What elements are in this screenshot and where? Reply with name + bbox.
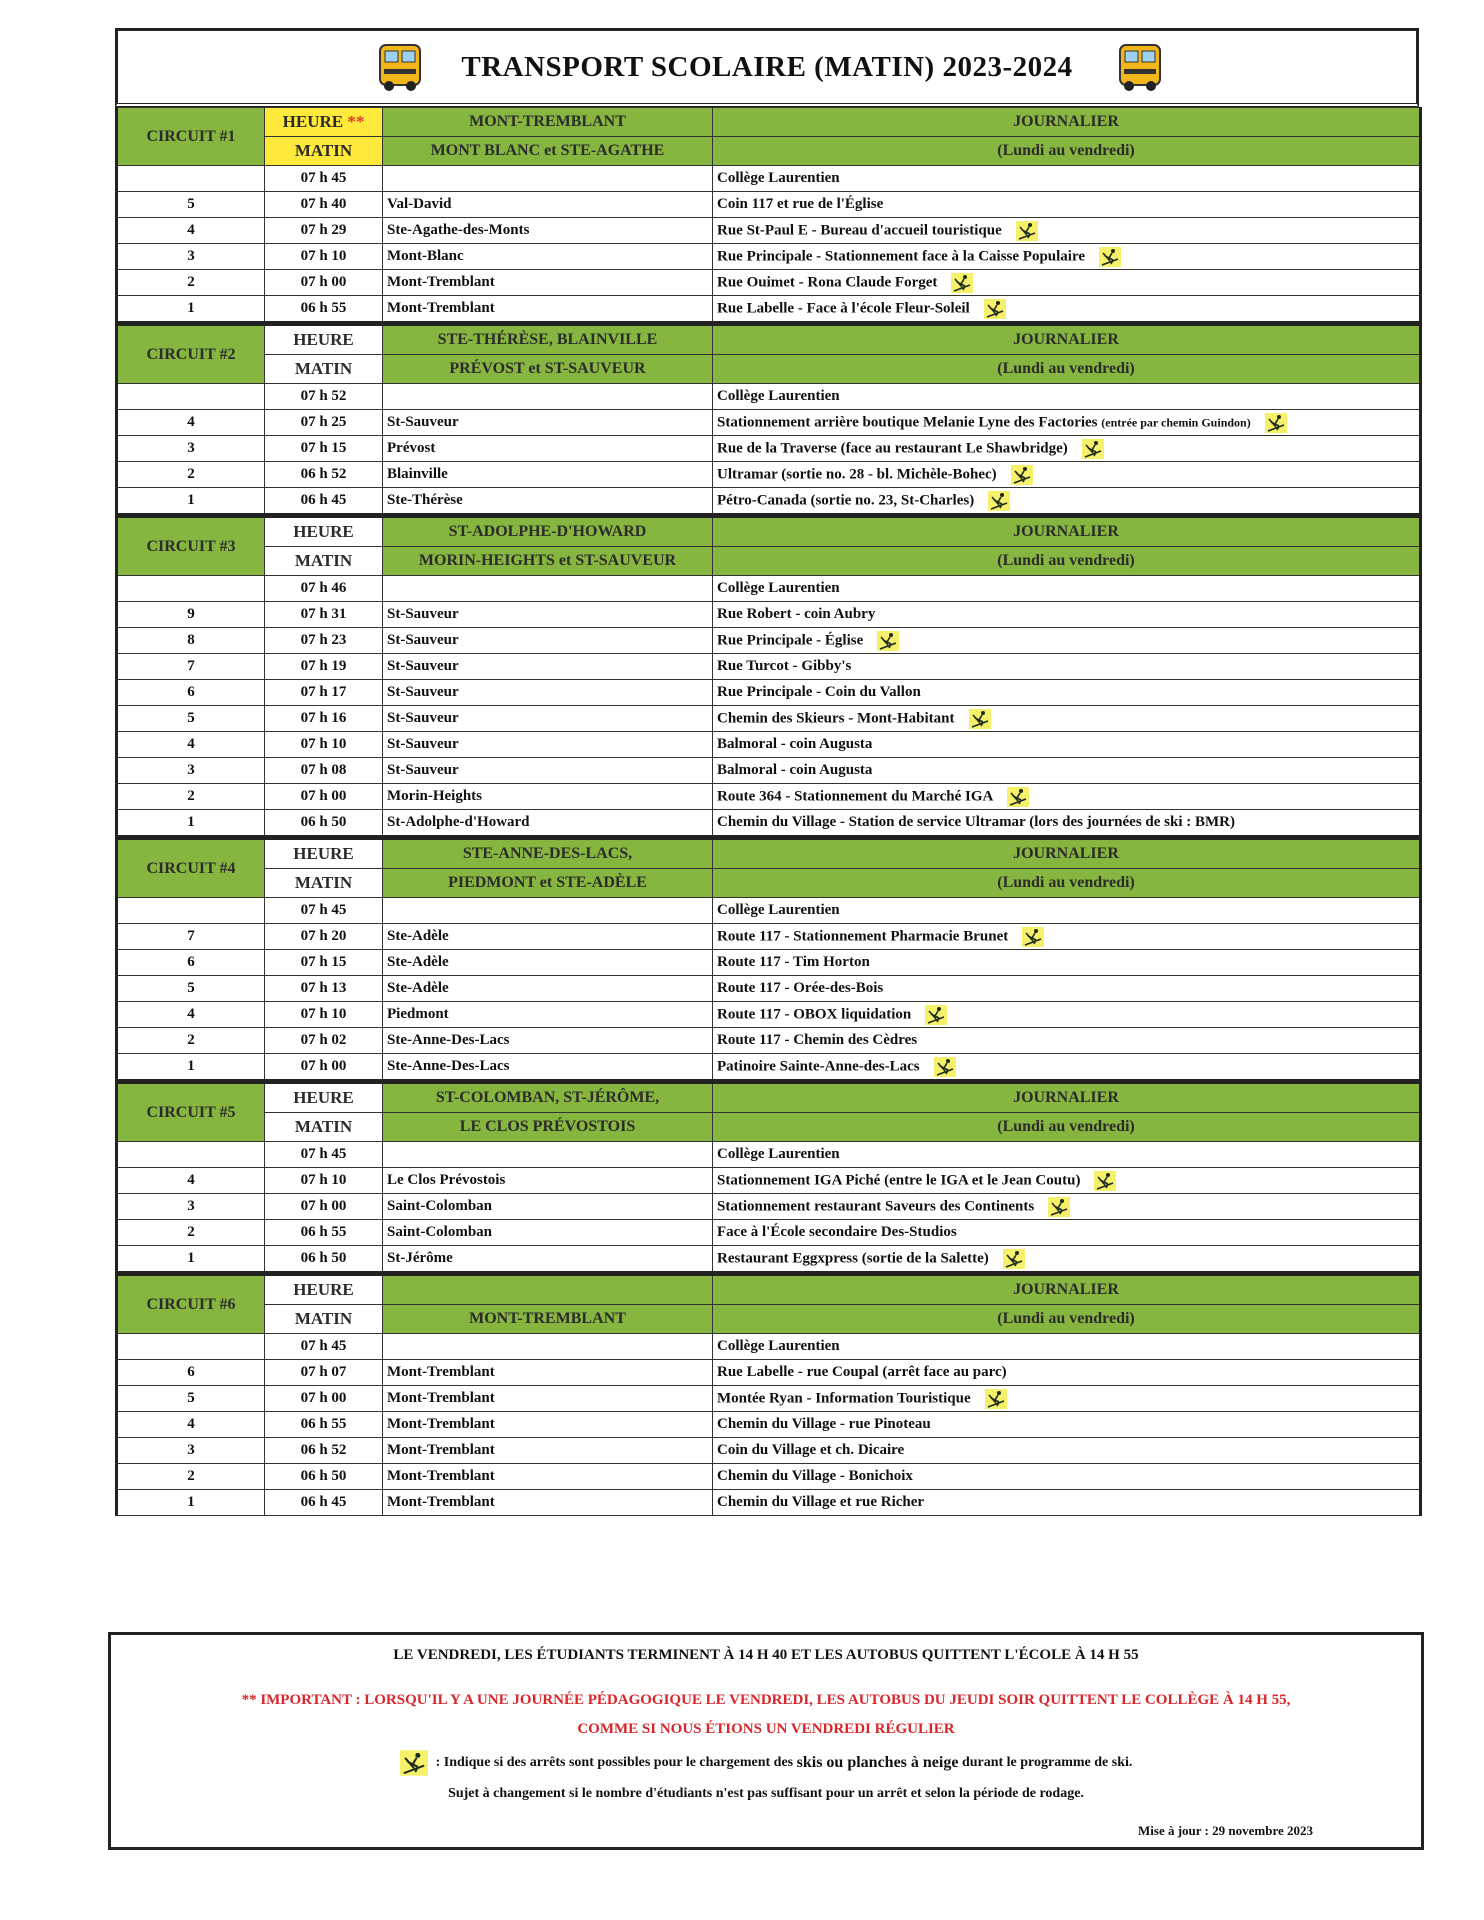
stop-location: Balmoral - coin Augusta [713, 758, 1421, 784]
stop-location: Rue Ouimet - Rona Claude Forget [713, 270, 1421, 296]
skier-icon [1016, 221, 1038, 241]
schedule-page [115, 28, 1419, 1516]
stop-number: 2 [117, 1028, 265, 1054]
stop-location: Route 117 - Orée-des-Bois [713, 976, 1421, 1002]
table-row [117, 784, 1421, 810]
table-row [117, 654, 1421, 680]
journalier-label: JOURNALIER [713, 1082, 1421, 1113]
table-row [117, 244, 1421, 270]
stop-location: Route 117 - Chemin des Cèdres [713, 1028, 1421, 1054]
stop-time: 07 h 40 [265, 192, 383, 218]
stop-location: Ultramar (sortie no. 28 - bl. Michèle-Bohec) [713, 462, 1421, 488]
circuit-name: CIRCUIT #3 [117, 516, 265, 576]
journalier-label: JOURNALIER [713, 838, 1421, 869]
college-row [117, 1334, 1421, 1360]
stop-town: Mont-Tremblant [383, 1490, 713, 1516]
stop-location: Rue de la Traverse (face au restaurant Le Shawbridge) [713, 436, 1421, 462]
stop-time: 07 h 25 [265, 410, 383, 436]
stop-town: Mont-Tremblant [383, 1412, 713, 1438]
skier-icon [988, 491, 1010, 511]
important-note [111, 1686, 1421, 1744]
route-line-2: MONT BLANC et STE-AGATHE [383, 137, 713, 166]
days-label: (Lundi au vendredi) [713, 355, 1421, 384]
stop-town: St-Sauveur [383, 602, 713, 628]
table-row [117, 628, 1421, 654]
stop-number: 5 [117, 192, 265, 218]
skier-icon [925, 1005, 947, 1025]
table-row [117, 1490, 1421, 1516]
college-name: Collège Laurentien [713, 898, 1421, 924]
skier-icon [1007, 787, 1029, 807]
circuit-header-row [117, 547, 1421, 576]
stop-town: Ste-Anne-Des-Lacs [383, 1054, 713, 1082]
stop-time: 07 h 10 [265, 1002, 383, 1028]
stop-location: Rue Principale - Stationnement face à la Caisse Populaire [713, 244, 1421, 270]
stop-time: 07 h 10 [265, 732, 383, 758]
arrival-time: 07 h 45 [265, 1142, 383, 1168]
stop-number: 4 [117, 1168, 265, 1194]
stop-note: (entrée par chemin Guindon) [1101, 414, 1251, 429]
circuit-name: CIRCUIT #1 [117, 108, 265, 166]
stop-town: Val-David [383, 192, 713, 218]
stop-town: Mont-Tremblant [383, 1464, 713, 1490]
stop-time: 07 h 08 [265, 758, 383, 784]
stop-location: Chemin du Village - Bonichoix [713, 1464, 1421, 1490]
stop-town: Ste-Adèle [383, 924, 713, 950]
route-line-1: ST-ADOLPHE-D'HOWARD [383, 516, 713, 547]
stop-town: Le Clos Prévostois [383, 1168, 713, 1194]
legend-text-a: : Indique si des arrêts sont possibles pour le chargement des [435, 1755, 794, 1770]
circuit-header-row [117, 1113, 1421, 1142]
heure-label: HEURE ** [265, 108, 383, 137]
stop-time: 07 h 00 [265, 1194, 383, 1220]
stop-number: 3 [117, 244, 265, 270]
stop-number: 7 [117, 924, 265, 950]
circuit-header-row [117, 324, 1421, 355]
table-row [117, 1246, 1421, 1274]
stop-time: 07 h 19 [265, 654, 383, 680]
skier-icon [400, 1750, 428, 1776]
matin-label: MATIN [265, 137, 383, 166]
skier-icon [877, 631, 899, 651]
matin-label: MATIN [265, 1305, 383, 1334]
route-line-1: MONT-TREMBLANT [383, 108, 713, 137]
stop-number: 6 [117, 950, 265, 976]
matin-label: MATIN [265, 1113, 383, 1142]
table-row [117, 732, 1421, 758]
skier-icon [1011, 465, 1033, 485]
circuit-name: CIRCUIT #6 [117, 1274, 265, 1334]
table-row [117, 296, 1421, 324]
table-row [117, 1464, 1421, 1490]
stop-location: Chemin des Skieurs - Mont-Habitant [713, 706, 1421, 732]
college-name: Collège Laurentien [713, 1142, 1421, 1168]
route-line-1: ST-COLOMBAN, ST-JÉRÔME, [383, 1082, 713, 1113]
circuit-name: CIRCUIT #4 [117, 838, 265, 898]
circuit-header-row [117, 869, 1421, 898]
stop-location: Rue Labelle - Face à l'école Fleur-Soleil [713, 296, 1421, 324]
route-line-2: MORIN-HEIGHTS et ST-SAUVEUR [383, 547, 713, 576]
stop-location: Balmoral - coin Augusta [713, 732, 1421, 758]
table-row [117, 1194, 1421, 1220]
stop-number: 6 [117, 680, 265, 706]
college-name: Collège Laurentien [713, 576, 1421, 602]
stop-town: Morin-Heights [383, 784, 713, 810]
arrival-time: 07 h 52 [265, 384, 383, 410]
circuit-header-row [117, 516, 1421, 547]
table-row [117, 976, 1421, 1002]
stop-time: 06 h 45 [265, 1490, 383, 1516]
stop-number: 4 [117, 410, 265, 436]
stop-town: Ste-Adèle [383, 976, 713, 1002]
stop-number: 5 [117, 706, 265, 732]
stop-location: Stationnement arrière boutique Melanie Lyne des Factories (entrée par chemin Guindon) [713, 410, 1421, 436]
stop-location: Pétro-Canada (sortie no. 23, St-Charles) [713, 488, 1421, 516]
table-row [117, 270, 1421, 296]
stop-location: Montée Ryan - Information Touristique [713, 1386, 1421, 1412]
stop-town: Saint-Colomban [383, 1194, 713, 1220]
heure-label: HEURE [265, 838, 383, 869]
stop-time: 07 h 00 [265, 1386, 383, 1412]
stop-location: Rue Labelle - rue Coupal (arrêt face au parc) [713, 1360, 1421, 1386]
stop-town: Ste-Adèle [383, 950, 713, 976]
stop-town: St-Adolphe-d'Howard [383, 810, 713, 838]
stop-location: Stationnement restaurant Saveurs des Continents [713, 1194, 1421, 1220]
table-row [117, 950, 1421, 976]
table-row [117, 758, 1421, 784]
stop-number: 7 [117, 654, 265, 680]
stop-location: Coin du Village et ch. Dicaire [713, 1438, 1421, 1464]
stop-number: 1 [117, 1054, 265, 1082]
journalier-label: JOURNALIER [713, 324, 1421, 355]
stop-location: Chemin du Village - Station de service Ultramar (lors des journées de ski : BMR) [713, 810, 1421, 838]
ski-legend [111, 1750, 1421, 1776]
stop-location: Rue Turcot - Gibby's [713, 654, 1421, 680]
skier-icon [969, 709, 991, 729]
stop-time: 07 h 13 [265, 976, 383, 1002]
circuit-header-row [117, 1082, 1421, 1113]
college-name: Collège Laurentien [713, 384, 1421, 410]
stop-location: Chemin du Village - rue Pinoteau [713, 1412, 1421, 1438]
stop-town: St-Sauveur [383, 758, 713, 784]
stop-time: 06 h 52 [265, 462, 383, 488]
stop-location: Route 117 - OBOX liquidation [713, 1002, 1421, 1028]
journalier-label: JOURNALIER [713, 1274, 1421, 1305]
stop-location: Coin 117 et rue de l'Église [713, 192, 1421, 218]
stop-number: 1 [117, 810, 265, 838]
table-row [117, 706, 1421, 732]
stop-location: Patinoire Sainte-Anne-des-Lacs [713, 1054, 1421, 1082]
stop-town: Mont-Tremblant [383, 1386, 713, 1412]
stop-time: 07 h 15 [265, 950, 383, 976]
route-line-1: STE-THÉRÈSE, BLAINVILLE [383, 324, 713, 355]
stop-number: 5 [117, 976, 265, 1002]
route-line-2: PRÉVOST et ST-SAUVEUR [383, 355, 713, 384]
arrival-time: 07 h 45 [265, 898, 383, 924]
matin-label: MATIN [265, 547, 383, 576]
route-line-2: MONT-TREMBLANT [383, 1305, 713, 1334]
circuit-header-row [117, 137, 1421, 166]
days-label: (Lundi au vendredi) [713, 869, 1421, 898]
stop-number: 2 [117, 1220, 265, 1246]
skier-icon [1003, 1249, 1025, 1269]
stop-number: 5 [117, 1386, 265, 1412]
college-row [117, 898, 1421, 924]
table-row [117, 1438, 1421, 1464]
stop-number: 2 [117, 784, 265, 810]
heure-label: HEURE [265, 1274, 383, 1305]
legend-text-b: skis ou planches à neige [796, 1754, 959, 1771]
stop-town: St-Sauveur [383, 654, 713, 680]
school-bus-icon [376, 39, 424, 95]
important-line-1: ** IMPORTANT : LORSQU'IL Y A UNE JOURNÉE PÉDAGOGIQUE LE VENDREDI, LES AUTOBUS DU JEUDI SOIR QUITTENT LE COLLÈGE À 14 H 55, [241, 1692, 1291, 1708]
heure-label: HEURE [265, 1082, 383, 1113]
stop-town: St-Sauveur [383, 680, 713, 706]
stop-town: St-Sauveur [383, 410, 713, 436]
stop-time: 07 h 23 [265, 628, 383, 654]
legend-text-c: durant le programme de ski. [961, 1755, 1133, 1770]
stop-number: 3 [117, 1438, 265, 1464]
stop-time: 07 h 29 [265, 218, 383, 244]
stop-time: 06 h 52 [265, 1438, 383, 1464]
stop-location: Restaurant Eggxpress (sortie de la Salette) [713, 1246, 1421, 1274]
stop-town: St-Jérôme [383, 1246, 713, 1274]
page-title: TRANSPORT SCOLAIRE (MATIN) 2023-2024 [461, 50, 1073, 83]
table-row [117, 602, 1421, 628]
stop-time: 06 h 55 [265, 296, 383, 324]
stop-time: 07 h 02 [265, 1028, 383, 1054]
college-name: Collège Laurentien [713, 1334, 1421, 1360]
stop-town: Mont-Blanc [383, 244, 713, 270]
stop-number: 2 [117, 462, 265, 488]
stop-time: 06 h 50 [265, 810, 383, 838]
stop-town: Mont-Tremblant [383, 270, 713, 296]
skier-icon [1082, 439, 1104, 459]
table-row [117, 218, 1421, 244]
college-name: Collège Laurentien [713, 166, 1421, 192]
circuit-header-row [117, 838, 1421, 869]
circuit-name: CIRCUIT #2 [117, 324, 265, 384]
stop-town: Ste-Anne-Des-Lacs [383, 1028, 713, 1054]
skier-icon [1048, 1197, 1070, 1217]
route-line-1: STE-ANNE-DES-LACS, [383, 838, 713, 869]
table-row [117, 462, 1421, 488]
table-row [117, 192, 1421, 218]
stop-time: 06 h 55 [265, 1412, 383, 1438]
college-row [117, 576, 1421, 602]
stop-time: 07 h 00 [265, 1054, 383, 1082]
table-row [117, 410, 1421, 436]
stop-number: 4 [117, 1002, 265, 1028]
school-bus-icon [1116, 39, 1164, 95]
circuit-header-row [117, 1305, 1421, 1334]
days-label: (Lundi au vendredi) [713, 1305, 1421, 1334]
college-row [117, 166, 1421, 192]
circuit-header-row [117, 1274, 1421, 1305]
stop-time: 06 h 55 [265, 1220, 383, 1246]
route-line-2: PIEDMONT et STE-ADÈLE [383, 869, 713, 898]
footer-notes [108, 1632, 1424, 1850]
stop-time: 07 h 15 [265, 436, 383, 462]
stop-location: Rue Principale - Coin du Vallon [713, 680, 1421, 706]
stop-time: 07 h 07 [265, 1360, 383, 1386]
stop-number: 1 [117, 1246, 265, 1274]
stop-location: Route 117 - Stationnement Pharmacie Brunet [713, 924, 1421, 950]
stop-location: Rue Principale - Église [713, 628, 1421, 654]
stop-number: 1 [117, 296, 265, 324]
table-row [117, 1054, 1421, 1082]
days-label: (Lundi au vendredi) [713, 1113, 1421, 1142]
stop-number: 9 [117, 602, 265, 628]
stop-time: 07 h 00 [265, 270, 383, 296]
important-stars: ** [347, 112, 365, 131]
arrival-time: 07 h 45 [265, 1334, 383, 1360]
stop-town: Blainville [383, 462, 713, 488]
stop-town: St-Sauveur [383, 628, 713, 654]
stop-number: 8 [117, 628, 265, 654]
skier-icon [1265, 413, 1287, 433]
stop-location: Rue Robert - coin Aubry [713, 602, 1421, 628]
stop-number: 3 [117, 436, 265, 462]
journalier-label: JOURNALIER [713, 108, 1421, 137]
circuit-header-row [117, 355, 1421, 384]
table-row [117, 1386, 1421, 1412]
stop-number: 2 [117, 1464, 265, 1490]
table-row [117, 680, 1421, 706]
route-line-1 [383, 1274, 713, 1305]
stop-number: 4 [117, 732, 265, 758]
subject-to-change-note: Sujet à changement si le nombre d'étudiants n'est pas suffisant pour un arrêt et selon la période de rodage. [448, 1786, 1084, 1801]
circuit-header-row [117, 108, 1421, 137]
heure-label: HEURE [265, 516, 383, 547]
friday-note: LE VENDREDI, LES ÉTUDIANTS TERMINENT À 14 H 40 ET LES AUTOBUS QUITTENT L'ÉCOLE À 14 H 55 [393, 1647, 1139, 1663]
update-date: Mise à jour : 29 novembre 2023 [1138, 1823, 1313, 1838]
stop-time: 07 h 16 [265, 706, 383, 732]
stop-location: Route 117 - Tim Horton [713, 950, 1421, 976]
circuit-name: CIRCUIT #5 [117, 1082, 265, 1142]
stop-time: 06 h 50 [265, 1464, 383, 1490]
skier-icon [934, 1057, 956, 1077]
table-row [117, 488, 1421, 516]
stop-town: Mont-Tremblant [383, 296, 713, 324]
skier-icon [951, 273, 973, 293]
matin-label: MATIN [265, 355, 383, 384]
table-row [117, 436, 1421, 462]
page-header [115, 28, 1419, 107]
stop-location: Face à l'École secondaire Des-Studios [713, 1220, 1421, 1246]
schedule-table [115, 107, 1422, 1516]
stop-number: 2 [117, 270, 265, 296]
stop-town: Ste-Thérèse [383, 488, 713, 516]
skier-icon [1094, 1171, 1116, 1191]
journalier-label: JOURNALIER [713, 516, 1421, 547]
stop-number: 1 [117, 1490, 265, 1516]
table-row [117, 1028, 1421, 1054]
stop-time: 07 h 20 [265, 924, 383, 950]
table-row [117, 810, 1421, 838]
skier-icon [1022, 927, 1044, 947]
days-label: (Lundi au vendredi) [713, 547, 1421, 576]
stop-town: St-Sauveur [383, 706, 713, 732]
days-label: (Lundi au vendredi) [713, 137, 1421, 166]
stop-time: 07 h 17 [265, 680, 383, 706]
route-line-2: LE CLOS PRÉVOSTOIS [383, 1113, 713, 1142]
stop-time: 07 h 10 [265, 1168, 383, 1194]
stop-location: Chemin du Village et rue Richer [713, 1490, 1421, 1516]
table-row [117, 924, 1421, 950]
stop-number: 4 [117, 1412, 265, 1438]
arrival-time: 07 h 46 [265, 576, 383, 602]
stop-town: Ste-Agathe-des-Monts [383, 218, 713, 244]
stop-town: St-Sauveur [383, 732, 713, 758]
stop-number: 1 [117, 488, 265, 516]
arrival-time: 07 h 45 [265, 166, 383, 192]
table-row [117, 1220, 1421, 1246]
table-row [117, 1002, 1421, 1028]
stop-time: 07 h 10 [265, 244, 383, 270]
important-line-2: COMME SI NOUS ÉTIONS UN VENDREDI RÉGULIER [577, 1721, 955, 1737]
skier-icon [1099, 247, 1121, 267]
table-row [117, 1360, 1421, 1386]
table-row [117, 1412, 1421, 1438]
stop-town: Saint-Colomban [383, 1220, 713, 1246]
stop-town: Mont-Tremblant [383, 1438, 713, 1464]
stop-time: 07 h 00 [265, 784, 383, 810]
college-row [117, 384, 1421, 410]
heure-label: HEURE [265, 324, 383, 355]
stop-location: Stationnement IGA Piché (entre le IGA et le Jean Coutu) [713, 1168, 1421, 1194]
stop-town: Mont-Tremblant [383, 1360, 713, 1386]
stop-number: 6 [117, 1360, 265, 1386]
skier-icon [985, 1389, 1007, 1409]
stop-number: 3 [117, 1194, 265, 1220]
stop-number: 3 [117, 758, 265, 784]
stop-town: Piedmont [383, 1002, 713, 1028]
stop-time: 07 h 31 [265, 602, 383, 628]
stop-town: Prévost [383, 436, 713, 462]
stop-number: 4 [117, 218, 265, 244]
stop-location: Route 364 - Stationnement du Marché IGA [713, 784, 1421, 810]
table-row [117, 1168, 1421, 1194]
stop-time: 06 h 45 [265, 488, 383, 516]
stop-location: Rue St-Paul E - Bureau d'accueil touristique [713, 218, 1421, 244]
matin-label: MATIN [265, 869, 383, 898]
skier-icon [984, 299, 1006, 319]
college-row [117, 1142, 1421, 1168]
stop-time: 06 h 50 [265, 1246, 383, 1274]
